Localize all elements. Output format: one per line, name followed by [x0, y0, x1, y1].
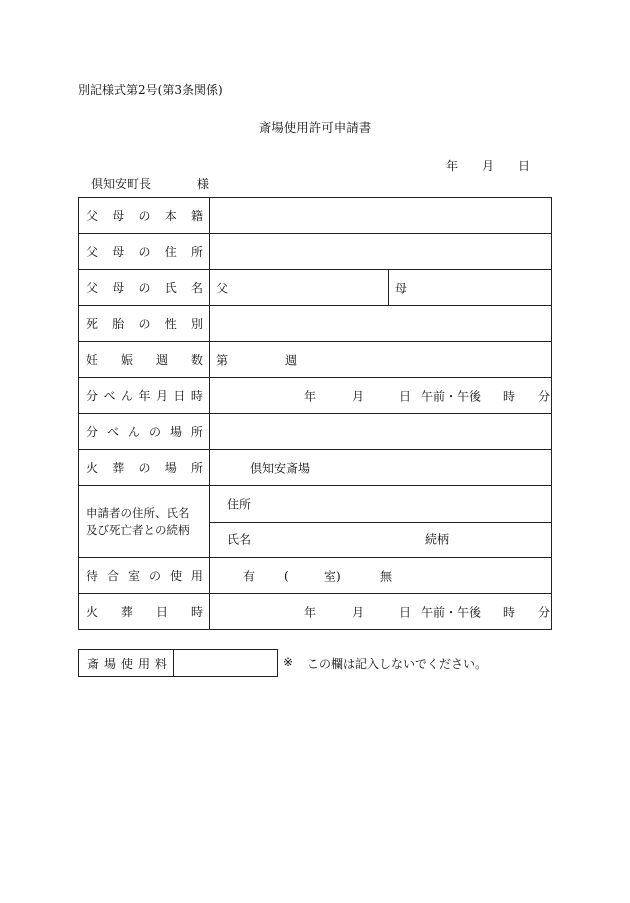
label-char: 場 — [164, 461, 177, 475]
label-char: 娠 — [120, 353, 133, 367]
field-delivery-datetime[interactable] — [210, 378, 552, 414]
label-char: 用 — [190, 569, 203, 583]
label-char: の — [138, 209, 151, 223]
row-cremation-datetime — [79, 594, 552, 630]
field-delivery-place[interactable] — [210, 414, 552, 450]
label-char: 胎 — [112, 317, 125, 331]
label-char: 時 — [190, 389, 203, 403]
label-delivery-datetime — [86, 387, 203, 404]
label-cremation-place — [86, 459, 203, 476]
label-char: 室 — [127, 569, 140, 583]
gestation-prefix: 第 — [216, 353, 229, 367]
field-parents-honseki[interactable] — [210, 198, 552, 234]
fee-input[interactable] — [174, 650, 277, 676]
row-delivery-datetime — [79, 378, 552, 414]
label-char: の — [138, 281, 151, 295]
gestation-suffix: 週 — [285, 353, 298, 367]
fee-box — [78, 649, 278, 677]
label-char: 別 — [190, 317, 203, 331]
field-cremation-datetime[interactable] — [210, 594, 552, 630]
cremation-minute-unit: 分 — [538, 605, 551, 619]
field-father-name[interactable] — [210, 270, 389, 305]
date-day-label: 日 — [518, 159, 531, 173]
label-char: 火 — [86, 461, 99, 475]
label-char: 父 — [86, 209, 99, 223]
delivery-month-unit: 月 — [352, 389, 365, 403]
field-cremation-place — [210, 450, 552, 486]
label-waiting-room — [86, 567, 203, 584]
row-cremation-place — [79, 450, 552, 486]
label-delivery-place — [86, 423, 203, 440]
label-parents-address — [86, 243, 203, 260]
label-char: 用 — [137, 656, 150, 671]
label-char: 日 — [155, 605, 168, 619]
cremation-day-unit: 日 — [399, 605, 412, 619]
label-char: 葬 — [112, 461, 125, 475]
label-char: 住 — [164, 245, 177, 259]
waiting-room-room: 室) — [324, 569, 341, 583]
label-char: 死 — [86, 317, 99, 331]
page-title: 斎場使用許可申請書 — [258, 120, 372, 135]
label-parents-name — [86, 279, 203, 296]
waiting-room-open-paren: ( — [284, 568, 289, 583]
delivery-ampm: 午前・午後 — [421, 389, 482, 403]
mother-label: 母 — [395, 281, 408, 295]
label-char: 斎 — [87, 656, 100, 671]
delivery-minute-unit: 分 — [538, 389, 551, 403]
label-char: 日 — [173, 389, 186, 403]
row-gestation-weeks — [79, 342, 552, 378]
label-char: 父 — [86, 281, 99, 295]
label-char: 料 — [154, 656, 167, 671]
field-waiting-room[interactable] — [210, 558, 552, 594]
label-char: 分 — [86, 425, 99, 439]
row-parents-address — [79, 234, 552, 270]
form-number: 別記様式第2号(第3条関係) — [78, 83, 223, 97]
field-parents-name — [210, 270, 552, 306]
label-cremation-datetime — [86, 603, 203, 620]
label-char: 所 — [190, 461, 203, 475]
label-char: 場 — [169, 425, 182, 439]
label-char: 週 — [155, 353, 168, 367]
label-char: の — [138, 245, 151, 259]
label-char: の — [138, 317, 151, 331]
cremation-place-value: 倶知安斎場 — [250, 461, 311, 475]
label-parents-honseki — [86, 207, 203, 224]
label-char: の — [138, 461, 151, 475]
delivery-day-unit: 日 — [399, 389, 412, 403]
row-parents-name — [79, 270, 552, 306]
label-char: の — [148, 425, 161, 439]
label-char: 月 — [155, 389, 168, 403]
cremation-hour-unit: 時 — [503, 605, 516, 619]
field-applicant — [210, 486, 552, 558]
waiting-room-yes[interactable]: 有 — [243, 569, 256, 583]
label-char: 籍 — [190, 209, 203, 223]
label-char: 使 — [120, 656, 133, 671]
cremation-ampm: 午前・午後 — [421, 605, 482, 619]
label-char: ん — [120, 389, 133, 403]
label-char: ん — [127, 425, 140, 439]
field-stillborn-sex[interactable] — [210, 306, 552, 342]
row-waiting-room — [79, 558, 552, 594]
row-stillborn-sex — [79, 306, 552, 342]
date-year-label: 年 — [446, 159, 459, 173]
fee-note-mark: ※ — [283, 655, 294, 669]
label-applicant-line2: 及び死亡者との続柄 — [86, 522, 190, 537]
label-char: 氏 — [164, 281, 177, 295]
label-char: 待 — [86, 569, 99, 583]
label-char: 性 — [164, 317, 177, 331]
row-parents-honseki — [79, 198, 552, 234]
application-form-table — [78, 197, 552, 630]
label-char: 数 — [190, 353, 203, 367]
row-applicant — [79, 486, 552, 558]
fee-label — [87, 655, 167, 672]
father-label: 父 — [216, 281, 229, 295]
label-char: 年 — [138, 389, 151, 403]
label-char: 葬 — [120, 605, 133, 619]
cremation-year-unit: 年 — [304, 605, 317, 619]
applicant-address-label: 住所 — [227, 497, 252, 512]
addressee-honorific: 様 — [197, 177, 210, 191]
label-char: 母 — [112, 245, 125, 259]
row-delivery-place — [79, 414, 552, 450]
label-char: 母 — [112, 281, 125, 295]
field-applicant-name[interactable] — [210, 522, 551, 558]
label-char: の — [148, 569, 161, 583]
label-char: 所 — [190, 245, 203, 259]
applicant-name-label: 氏名 — [227, 532, 252, 547]
field-parents-address[interactable] — [210, 234, 552, 270]
label-char: 合 — [106, 569, 119, 583]
waiting-room-no[interactable]: 無 — [380, 569, 393, 583]
applicant-relation-label: 続柄 — [425, 532, 450, 547]
delivery-year-unit: 年 — [304, 389, 317, 403]
date-month-label: 月 — [482, 159, 495, 173]
label-char: 妊 — [86, 353, 99, 367]
field-applicant-address[interactable] — [210, 486, 551, 523]
field-mother-name[interactable] — [389, 270, 551, 305]
fee-note: この欄は記入しないでください。 — [307, 657, 488, 671]
label-gestation-weeks — [86, 351, 203, 368]
delivery-hour-unit: 時 — [503, 389, 516, 403]
cremation-month-unit: 月 — [352, 605, 365, 619]
label-char: 時 — [190, 605, 203, 619]
label-char: 火 — [86, 605, 99, 619]
label-char: 母 — [112, 209, 125, 223]
label-stillborn-sex — [86, 315, 203, 332]
label-char: 分 — [86, 389, 99, 403]
label-applicant-line1: 申請者の住所、氏名 — [86, 505, 190, 520]
label-char: 名 — [190, 281, 203, 295]
label-char: べ — [106, 425, 119, 439]
label-char: 本 — [164, 209, 177, 223]
label-char: 場 — [103, 656, 116, 671]
label-char: 父 — [86, 245, 99, 259]
label-char: 所 — [190, 425, 203, 439]
label-char: 使 — [169, 569, 182, 583]
field-gestation-weeks[interactable] — [210, 342, 552, 378]
label-char: べ — [103, 389, 116, 403]
addressee-name: 倶知安町長 — [91, 177, 152, 191]
